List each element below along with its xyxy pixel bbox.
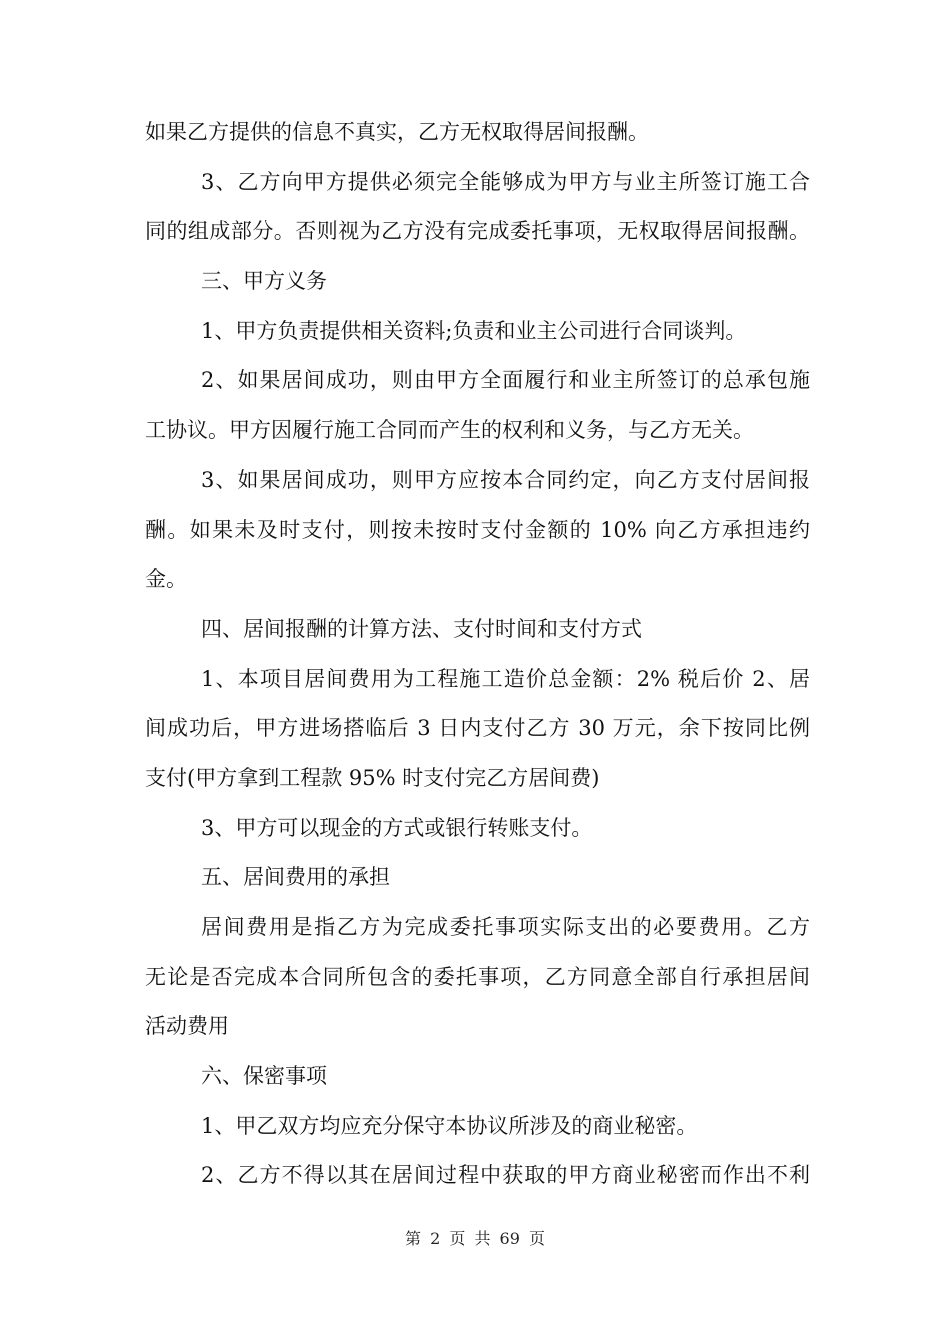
text-line: 如果乙方提供的信息不真实，乙方无权取得居间报酬。 — [145, 120, 649, 144]
text-line: 间成功后，甲方进场搭临后 3 日内支付乙方 30 万元，余下按同比例 — [145, 716, 810, 741]
text-line: 活动费用 — [145, 1014, 229, 1039]
text-line: 金。 — [145, 567, 187, 592]
text-line: 酬。如果未及时支付，则按未按时支付金额的 10% 向乙方承担违约 — [145, 517, 810, 542]
text-line: 六、保密事项 — [201, 1064, 327, 1089]
text-line: 1、本项目居间费用为工程施工造价总金额：2% 税后价 2、居 — [201, 666, 810, 691]
text-line: 支付(甲方拿到工程款 95% 时支付完乙方居间费) — [145, 765, 600, 790]
text-line: 3、乙方向甲方提供必须完全能够成为甲方与业主所签订施工合 — [201, 169, 810, 194]
text-line: 3、甲方可以现金的方式或银行转账支付。 — [201, 815, 593, 840]
text-line: 1、甲乙双方均应充分保守本协议所涉及的商业秘密。 — [201, 1113, 698, 1138]
text-line: 2、如果居间成功，则由甲方全面履行和业主所签订的总承包施 — [201, 368, 810, 393]
text-line: 同的组成部分。否则视为乙方没有完成委托事项，无权取得居间报酬。 — [145, 219, 810, 244]
text-line: 五、居间费用的承担 — [201, 865, 390, 890]
text-line: 三、甲方义务 — [201, 269, 327, 294]
document-body — [145, 108, 810, 1201]
text-line: 3、如果居间成功，则甲方应按本合同约定，向乙方支付居间报 — [201, 467, 810, 492]
page-number-footer: 第 2 页 共 69 页 — [405, 1229, 545, 1248]
text-line: 无论是否完成本合同所包含的委托事项，乙方同意全部自行承担居间 — [145, 964, 810, 989]
text-line: 2、乙方不得以其在居间过程中获取的甲方商业秘密而作出不利 — [201, 1163, 810, 1188]
text-line: 四、居间报酬的计算方法、支付时间和支付方式 — [201, 616, 642, 641]
text-line: 居间费用是指乙方为完成委托事项实际支出的必要费用。乙方 — [201, 915, 810, 939]
text-line: 1、甲方负责提供相关资料;负责和业主公司进行合同谈判。 — [201, 318, 747, 343]
text-line: 工协议。甲方因履行施工合同而产生的权利和义务，与乙方无关。 — [145, 418, 754, 443]
